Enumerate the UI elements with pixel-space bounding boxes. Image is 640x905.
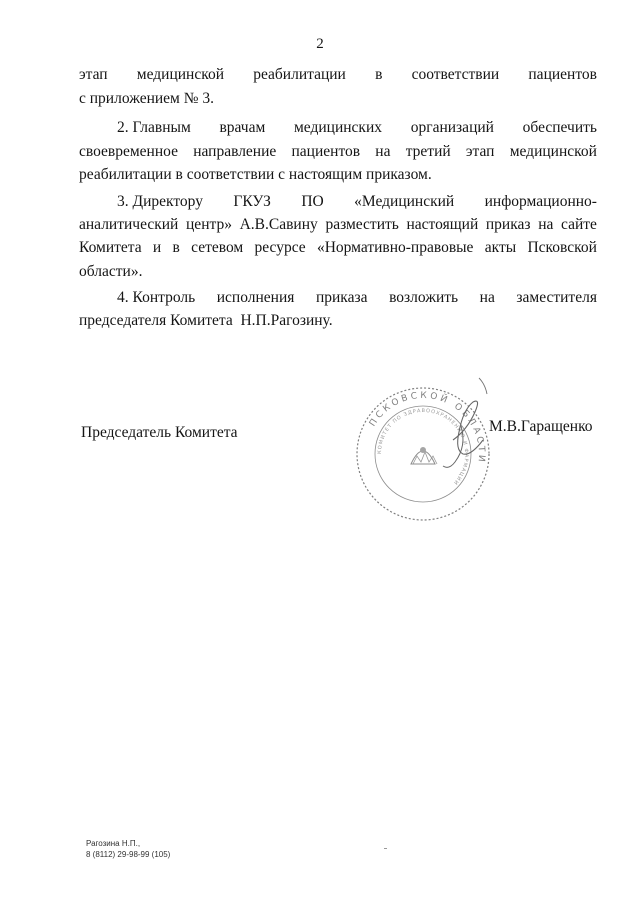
official-seal-icon [343,368,503,538]
paragraph-3-line-3 [79,239,597,257]
paragraph-1-line-2: с приложением № 3. [79,90,215,107]
paragraph-2-line-1 [117,119,597,137]
word: в [375,66,383,83]
word: на [538,216,554,233]
seal-outer-text: ПСКОВСКОЙ ОБЛАСТИ [367,390,487,465]
word: «Медицинский [354,193,455,210]
word: 3. Директору [117,193,203,210]
word: медицинской [509,143,597,160]
word: информационно- [484,193,597,210]
paragraph-4-line-1 [117,289,597,307]
word: ресурсе [254,239,306,256]
word: центр» [186,216,232,233]
word: ГКУЗ [233,193,271,210]
executor-name: Рагозина Н.П., [86,839,141,848]
word: медицинской [136,66,225,83]
word: и [152,239,162,256]
executor-phone: 8 (8112) 29-98-99 (105) [86,850,171,859]
word: организаций [410,119,494,136]
paragraph-2-line-2 [79,143,597,161]
word: приказа [315,289,368,306]
document-footer [86,838,170,860]
word: этап [465,143,495,160]
word: Комитета [79,239,142,256]
word: врачам [219,119,266,136]
word: сайте [561,216,597,233]
seal-inner-text: КОМИТЕТ ПО ЗДРАВООХРАНЕНИЮ И ФАРМАЦИИ [376,407,470,487]
word: направление [193,143,277,160]
word: третий [405,143,451,160]
word: на [479,289,495,306]
word: пациентов [291,143,361,160]
signatory-position: Председатель Комитета [81,424,238,441]
word: ПО [301,193,324,210]
word: возложить [389,289,459,306]
word: соответствии [411,66,500,83]
word: обеспечить [522,119,597,136]
word: Псковской [527,239,597,256]
word: аналитический [79,216,179,233]
scan-artifact [384,848,387,849]
word: 2. Главным [117,119,191,136]
word: разместить [325,216,399,233]
word: акты [484,239,517,256]
word: «Нормативно-правовые [316,239,474,256]
paragraph-1-line-1 [79,66,597,84]
paragraph-3-line-2 [79,216,597,234]
word: А.В.Савину [239,216,318,233]
word: реабилитации [253,66,346,83]
word: в [172,239,180,256]
paragraph-3-line-4: области». [79,263,143,280]
word: заместителя [516,289,597,306]
signatory-name: М.В.Гаращенко [489,418,593,435]
word: 4. Контроль [117,289,196,306]
word: приказ [485,216,531,233]
paragraph-2-line-3: реабилитации в соответствии с настоящим приказом. [79,166,432,183]
page-number: 2 [316,36,324,52]
word: исполнения [216,289,295,306]
paragraph-4-line-2: председателя Комитета Н.П.Рагозину. [79,312,333,329]
word: сетевом [191,239,244,256]
word: медицинских [294,119,383,136]
word: настоящий [406,216,479,233]
word: на [375,143,391,160]
paragraph-3-line-1 [117,193,597,211]
word: своевременное [79,143,178,160]
word: этап [79,66,108,83]
word: пациентов [528,66,597,83]
